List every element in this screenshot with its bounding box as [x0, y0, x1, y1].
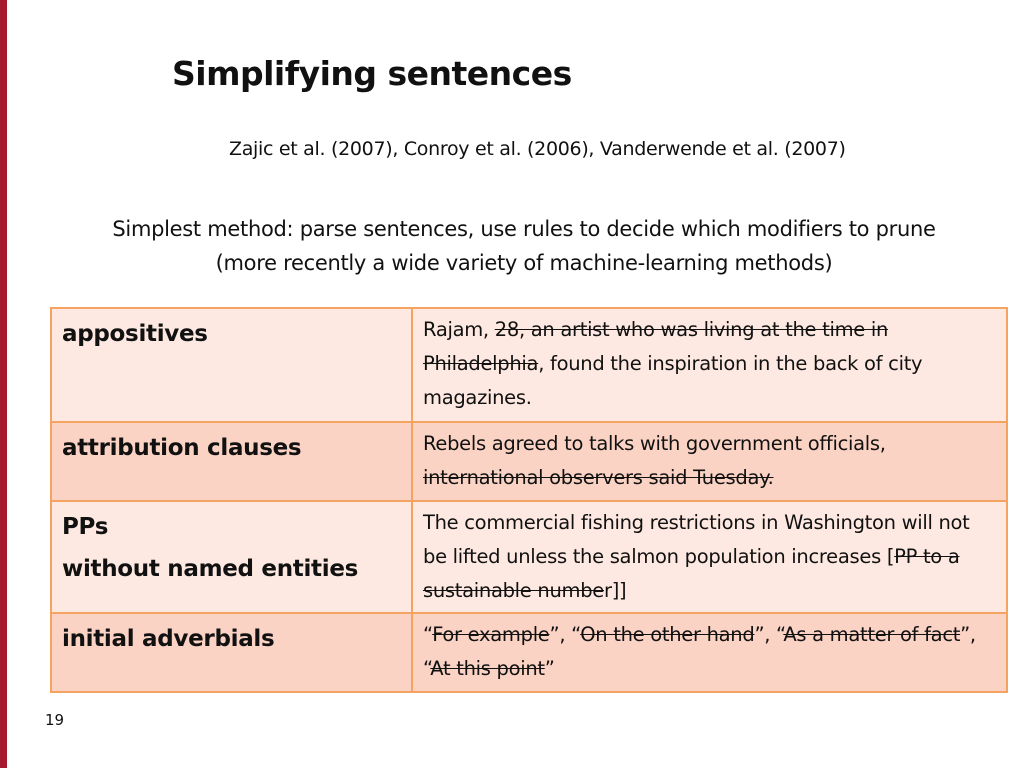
simplification-rules-table [50, 307, 1008, 693]
pruned-text: For example [432, 623, 550, 646]
quote-mark: “ [423, 623, 433, 646]
table-row [51, 422, 1007, 501]
rule-label [51, 613, 412, 692]
rule-label-text: initial adverbials [62, 626, 275, 652]
method-line-1: Simplest method: parse sentences, use rules to decide which modifiers to prune [112, 217, 936, 241]
rule-label [51, 501, 412, 613]
quote-mark: ”, “ [423, 623, 976, 680]
accent-bar [0, 0, 7, 768]
rule-label-text: without named entities [62, 556, 359, 582]
rule-label-text: appositives [62, 321, 208, 347]
table-row [51, 613, 1007, 692]
pruned-text: As a matter of fact [783, 623, 961, 646]
rule-example [412, 501, 1007, 613]
rule-label-text: PPs [62, 514, 109, 540]
method-line-2: (more recently a wide variety of machine-learning methods) [215, 251, 833, 275]
table-row [51, 501, 1007, 613]
example-text: Rajam, [423, 318, 495, 341]
page-number: 19 [45, 711, 65, 729]
rule-example [412, 308, 1007, 422]
pruned-text: international observers said Tuesday. [423, 466, 774, 489]
quote-mark: ” [544, 657, 555, 680]
rule-label-text: attribution clauses [62, 435, 302, 461]
table-row [51, 308, 1007, 422]
pruned-text: On the other hand [580, 623, 755, 646]
citations: Zajic et al. (2007), Conroy et al. (2006), Vanderwende et al. (2007) [229, 138, 846, 160]
rule-example [412, 613, 1007, 692]
pruned-text: 28, an artist who was living at the time in Philadelphia [423, 318, 889, 375]
example-text: The commercial fishing restrictions in Washington will not be lifted unless the salmon population increases [ [423, 511, 970, 568]
rule-label [51, 308, 412, 422]
pruned-text: At this point [430, 657, 545, 680]
example-text: r]] [603, 579, 627, 602]
pruned-text: PP to a sustainable numbe [423, 545, 960, 602]
example-text: , found the inspiration in the back of city magazines. [423, 352, 923, 409]
method-description [40, 212, 1008, 280]
slide-title: Simplifying sentences [172, 54, 572, 93]
quote-mark: ”, “ [754, 623, 784, 646]
rule-label [51, 422, 412, 501]
rule-example [412, 422, 1007, 501]
quote-mark: ”, “ [549, 623, 581, 646]
example-text: Rebels agreed to talks with government officials, [423, 432, 886, 455]
